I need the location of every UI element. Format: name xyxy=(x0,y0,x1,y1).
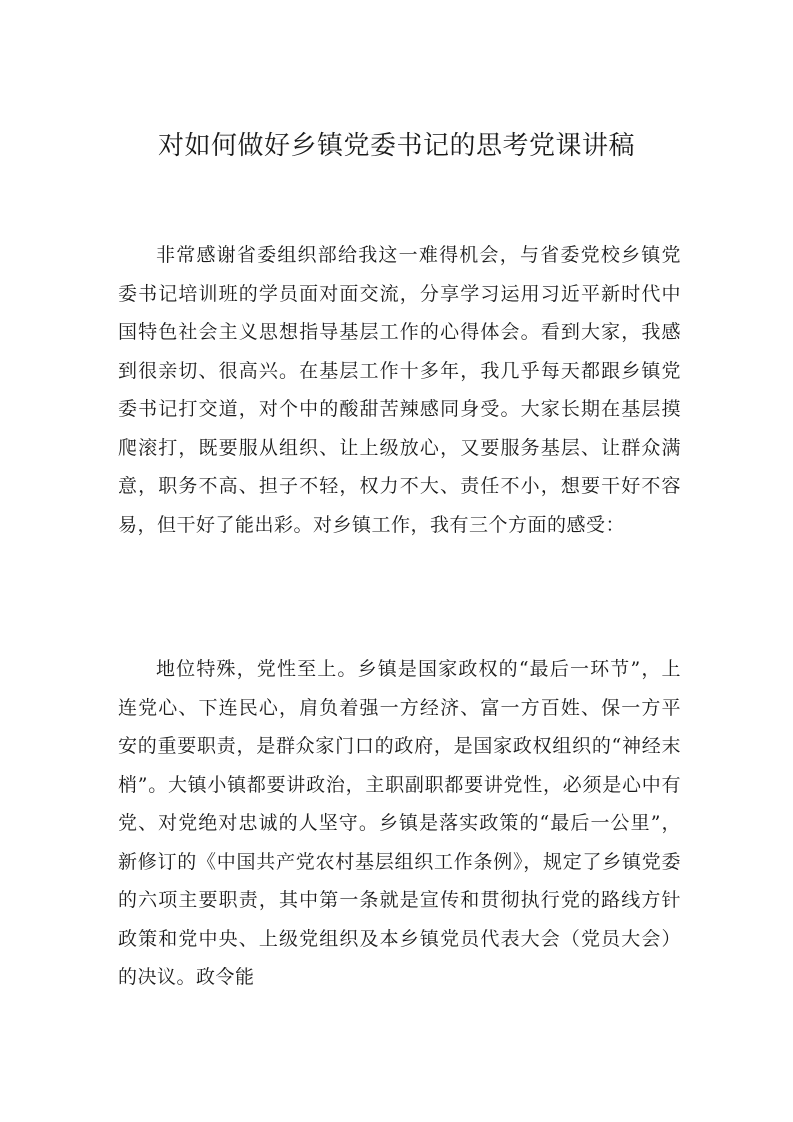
paragraph-status-special: 地位特殊，党性至上。乡镇是国家政权的“最后一环节”，上连党心、下连民心，肩负着强一方经济、富一方百姓、保一方平安的重要职责，是群众家门口的政府，是国家政权组织的“神经末梢”。大镇小镇都要讲政治，主职副职都要讲党性，必须是心中有党、对党绝对忠诚的人坚守。乡镇是落实政策的“最后一公里”，新修订的《中国共产党农村基层组织工作条例》，规定了乡镇党委的六项主要职责，其中第一条就是宣传和贯彻执行党的路线方针政策和党中央、上级党组织及本乡镇党员代表大会（党员大会）的决议。政令能 xyxy=(118,658,681,988)
paragraph-intro: 非常感谢省委组织部给我这一难得机会，与省委党校乡镇党委书记培训班的学员面对面交流，分享学习运用习近平新时代中国特色社会主义思想指导基层工作的心得体会。看到大家，我感到很亲切、很高兴。在基层工作十多年，我几乎每天都跟乡镇党委书记打交道，对个中的酸甜苦辣感同身受。大家长期在基层摸爬滚打，既要服从组织、让上级放心，又要服务基层、让群众满意，职务不高、担子不轻，权力不大、责任不小，想要干好不容易，但干好了能出彩。对乡镇工作，我有三个方面的感受： xyxy=(118,244,681,536)
document-title: 对如何做好乡镇党委书记的思考党课讲稿 xyxy=(157,131,635,161)
